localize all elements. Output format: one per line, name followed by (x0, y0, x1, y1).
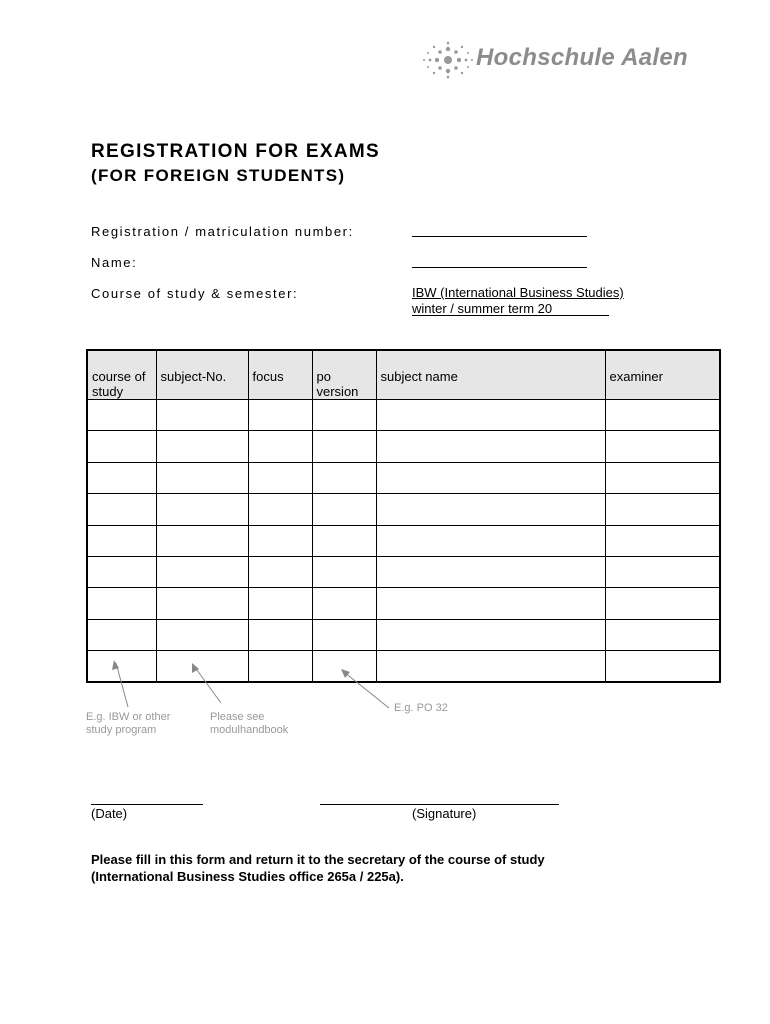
header-focus: focus (248, 350, 312, 400)
matriculation-label: Registration / matriculation number: (91, 224, 354, 239)
signature-field[interactable] (320, 804, 559, 805)
form-subtitle: (FOR FOREIGN STUDENTS) (91, 166, 346, 185)
form-title: REGISTRATION FOR EXAMS (91, 141, 380, 162)
course-value: IBW (International Business Studies) (412, 285, 624, 300)
header-course-of-study: course of study (87, 350, 156, 400)
name-label: Name: (91, 255, 138, 270)
header-subject-no: subject-No. (156, 350, 248, 400)
course-hint: E.g. IBW or other study program (86, 711, 171, 736)
header-po-version: po version (312, 350, 376, 400)
header-examiner: examiner (605, 350, 720, 400)
subject-hint: Please see modulhandbook (210, 711, 289, 736)
header-subject-name: subject name (376, 350, 605, 400)
course-label: Course of study & semester: (91, 286, 299, 301)
signature-label: (Signature) (412, 806, 477, 821)
date-field[interactable] (91, 804, 203, 805)
po-hint: E.g. PO 32 (394, 702, 448, 714)
date-label: (Date) (91, 806, 128, 821)
term-value: winter / summer term 20 (412, 301, 553, 316)
instructions-text: Please fill in this form and return it to the secretary of the course of study (International Business Studies office 265a / 225a). (91, 852, 545, 884)
university-logo-text: Hochschule Aalen (476, 44, 688, 71)
